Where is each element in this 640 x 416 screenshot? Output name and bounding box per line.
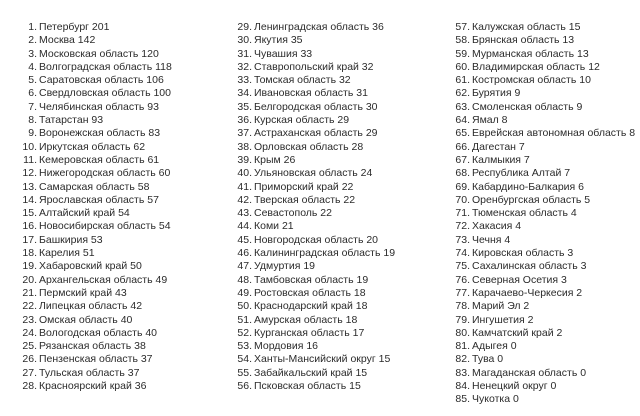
list-item <box>454 287 640 300</box>
region-count-label: Новгородская область 20 <box>254 233 379 246</box>
list-item <box>22 207 222 220</box>
list-item <box>22 314 222 327</box>
rank-number: 77. <box>455 286 470 299</box>
rank-number: 23. <box>22 313 37 326</box>
region-count-label: Ульяновская область 24 <box>254 167 373 180</box>
list-item <box>236 247 436 260</box>
list-item <box>454 114 640 127</box>
rank-number: 79. <box>455 313 470 326</box>
list-item <box>22 181 222 194</box>
region-count-label: Ивановская область 31 <box>254 87 368 100</box>
rank-number: 40. <box>237 167 252 180</box>
list-item <box>22 247 222 260</box>
region-count-label: Удмуртия 19 <box>254 260 316 273</box>
list-item <box>22 234 222 247</box>
list-item <box>454 181 640 194</box>
rank-number: 6. <box>28 87 37 100</box>
list-item <box>454 127 640 140</box>
region-count-label: Камчатский край 2 <box>472 326 563 339</box>
region-count-label: Крым 26 <box>254 153 296 166</box>
list-item <box>454 327 640 340</box>
list-item <box>22 194 222 207</box>
rank-number: 35. <box>237 100 252 113</box>
region-count-label: Алтайский край 54 <box>39 207 130 220</box>
list-item <box>454 74 640 87</box>
list-item <box>22 353 222 366</box>
list-item <box>454 340 640 353</box>
region-count-label: Орловская область 28 <box>254 140 364 153</box>
region-count-label: Калужская область 15 <box>472 21 581 33</box>
list-item <box>236 220 436 233</box>
rank-number: 34. <box>237 87 252 100</box>
region-count-label: Челябинская область 93 <box>39 100 159 113</box>
list-item <box>22 327 222 340</box>
region-count-label: Дагестан 7 <box>472 140 525 153</box>
rank-number: 71. <box>455 207 470 220</box>
rank-number: 57. <box>455 21 470 33</box>
rank-number: 46. <box>237 247 252 260</box>
region-count-label: Брянская область 13 <box>472 34 575 47</box>
region-count-label: Самарская область 58 <box>39 180 150 193</box>
rank-number: 43. <box>237 207 252 220</box>
region-count-label: Ненецкий округ 0 <box>472 380 557 393</box>
rank-number: 11. <box>23 153 37 166</box>
list-item <box>454 154 640 167</box>
list-item <box>454 380 640 393</box>
rank-number: 61. <box>455 74 470 87</box>
list-item <box>236 194 436 207</box>
region-count-label: Ростовская область 18 <box>254 286 366 299</box>
region-count-label: Смоленская область 9 <box>472 100 583 113</box>
list-item <box>22 380 222 393</box>
region-count-label: Ингушетия 2 <box>472 313 534 326</box>
rank-number: 64. <box>455 114 470 127</box>
list-item <box>236 114 436 127</box>
list-item <box>22 167 222 180</box>
region-count-label: Астраханская область 29 <box>254 127 378 140</box>
list-item <box>454 367 640 380</box>
rank-number: 9. <box>28 127 37 140</box>
region-count-label: Томская область 32 <box>254 74 351 87</box>
rank-number: 60. <box>455 60 470 73</box>
rank-number: 27. <box>22 366 37 379</box>
list-item <box>236 34 436 47</box>
list-item <box>454 61 640 74</box>
rank-number: 1. <box>28 21 37 33</box>
region-count-label: Чукотка 0 <box>472 393 519 406</box>
list-item <box>22 367 222 380</box>
region-count-label: Калмыкия 7 <box>472 153 530 166</box>
rank-number: 81. <box>455 340 470 353</box>
region-count-label: Приморский край 22 <box>254 180 354 193</box>
rank-number: 63. <box>455 100 470 113</box>
region-count-label: Якутия 35 <box>254 34 303 47</box>
rank-number: 47. <box>237 260 252 273</box>
list-item <box>22 287 222 300</box>
rank-number: 20. <box>22 273 37 286</box>
list-item <box>236 327 436 340</box>
list-item <box>454 101 640 114</box>
rank-number: 15. <box>22 207 37 220</box>
rank-number: 44. <box>237 220 252 233</box>
rank-number: 55. <box>237 366 252 379</box>
region-count-label: Курская область 29 <box>254 114 350 127</box>
rank-number: 76. <box>455 273 470 286</box>
list-item <box>22 74 222 87</box>
region-count-label: Ярославская область 57 <box>39 193 159 206</box>
region-count-label: Волгоградская область 118 <box>39 60 172 73</box>
region-count-label: Сахалинская область 3 <box>472 260 587 273</box>
list-item <box>22 48 222 61</box>
list-item <box>22 260 222 273</box>
rank-number: 31. <box>237 47 252 60</box>
list-column-1 <box>22 21 222 393</box>
list-item <box>236 340 436 353</box>
list-item <box>454 141 640 154</box>
region-count-label: Бурятия 9 <box>472 87 521 100</box>
region-count-label: Петербург 201 <box>39 21 110 33</box>
rank-number: 32. <box>237 60 252 73</box>
list-item <box>454 167 640 180</box>
region-count-label: Архангельская область 49 <box>39 273 168 286</box>
list-item <box>236 74 436 87</box>
region-count-label: Карачаево-Черкесия 2 <box>472 286 583 299</box>
list-item <box>236 300 436 313</box>
region-count-label: Саратовская область 106 <box>39 74 164 87</box>
region-count-label: Тамбовская область 19 <box>254 273 369 286</box>
rank-number: 56. <box>237 380 252 393</box>
region-count-label: Вологодская область 40 <box>39 326 158 339</box>
rank-number: 62. <box>455 87 470 100</box>
region-count-label: Ямал 8 <box>472 114 508 127</box>
rank-number: 74. <box>455 247 470 260</box>
region-count-label: Севастополь 22 <box>254 207 332 220</box>
region-count-label: Калининградская область 19 <box>254 247 396 260</box>
rank-number: 66. <box>455 140 470 153</box>
rank-number: 73. <box>455 233 470 246</box>
rank-number: 10. <box>22 140 37 153</box>
rank-number: 3. <box>28 47 37 60</box>
list-item <box>236 181 436 194</box>
list-item <box>236 154 436 167</box>
list-item <box>454 300 640 313</box>
region-count-label: Ханты-Мансийский округ 15 <box>254 353 391 366</box>
rank-number: 14. <box>22 193 37 206</box>
region-count-label: Коми 21 <box>254 220 294 233</box>
region-count-label: Тува 0 <box>472 353 504 366</box>
region-count-label: Новосибирская область 54 <box>39 220 171 233</box>
list-item <box>22 141 222 154</box>
rank-number: 17. <box>22 233 37 246</box>
region-count-label: Еврейская автономная область 8 <box>472 127 636 140</box>
region-count-label: Псковская область 15 <box>254 380 361 393</box>
list-item <box>454 194 640 207</box>
list-item <box>454 314 640 327</box>
region-count-label: Татарстан 93 <box>39 114 104 127</box>
rank-number: 13. <box>22 180 37 193</box>
list-item <box>22 87 222 100</box>
region-count-label: Кабардино-Балкария 6 <box>472 180 584 193</box>
rank-number: 38. <box>237 140 252 153</box>
region-count-label: Забайкальский край 15 <box>254 366 368 379</box>
list-item <box>454 34 640 47</box>
rank-number: 4. <box>28 60 37 73</box>
list-item <box>22 274 222 287</box>
list-item <box>454 260 640 273</box>
region-count-label: Хабаровский край 50 <box>39 260 142 273</box>
region-count-label: Кировская область 3 <box>472 247 574 260</box>
rank-number: 7. <box>28 100 37 113</box>
list-item <box>236 287 436 300</box>
rank-number: 53. <box>237 340 252 353</box>
rank-number: 2. <box>28 34 37 47</box>
rank-number: 37. <box>237 127 252 140</box>
rank-number: 26. <box>22 353 37 366</box>
list-item <box>22 127 222 140</box>
region-count-label: Курганская область 17 <box>254 326 365 339</box>
list-item <box>236 260 436 273</box>
rank-number: 78. <box>455 300 470 313</box>
rank-number: 39. <box>237 153 252 166</box>
list-item <box>22 300 222 313</box>
rank-number: 33. <box>237 74 252 87</box>
region-count-label: Тюменская область 4 <box>472 207 577 220</box>
region-count-label: Мордовия 16 <box>254 340 318 353</box>
rank-number: 72. <box>455 220 470 233</box>
region-count-label: Краснодарский край 18 <box>254 300 368 313</box>
region-count-label: Тульская область 37 <box>39 366 140 379</box>
list-item <box>236 314 436 327</box>
rank-number: 59. <box>455 47 470 60</box>
rank-number: 67. <box>455 153 470 166</box>
rank-number: 84. <box>455 380 470 393</box>
region-count-label: Рязанская область 38 <box>39 340 146 353</box>
region-count-label: Оренбургская область 5 <box>472 193 591 206</box>
list-item <box>454 220 640 233</box>
rank-number: 21. <box>22 286 37 299</box>
list-item <box>454 393 640 406</box>
rank-number: 29. <box>237 21 252 33</box>
rank-number: 19. <box>22 260 37 273</box>
rank-number: 54. <box>237 353 252 366</box>
list-item <box>454 234 640 247</box>
list-item <box>454 48 640 61</box>
list-item <box>236 21 436 34</box>
rank-number: 42. <box>237 193 252 206</box>
rank-number: 24. <box>22 326 37 339</box>
list-item <box>236 101 436 114</box>
rank-number: 82. <box>455 353 470 366</box>
rank-number: 65. <box>455 127 470 140</box>
region-count-label: Пензенская область 37 <box>39 353 153 366</box>
rank-number: 25. <box>22 340 37 353</box>
region-count-label: Омская область 40 <box>39 313 133 326</box>
region-count-label: Москва 142 <box>39 34 96 47</box>
list-item <box>22 220 222 233</box>
rank-number: 45. <box>237 233 252 246</box>
rank-number: 49. <box>237 286 252 299</box>
rank-number: 48. <box>237 273 252 286</box>
list-item <box>22 61 222 74</box>
region-count-label: Хакасия 4 <box>472 220 522 233</box>
region-count-label: Свердловская область 100 <box>39 87 171 100</box>
list-item <box>236 167 436 180</box>
region-count-label: Московская область 120 <box>39 47 159 60</box>
rank-number: 80. <box>455 326 470 339</box>
list-item <box>22 101 222 114</box>
list-item <box>22 340 222 353</box>
list-item <box>22 34 222 47</box>
list-item <box>236 207 436 220</box>
list-item <box>454 274 640 287</box>
region-count-label: Чувашия 33 <box>254 47 313 60</box>
region-count-label: Марий Эл 2 <box>472 300 530 313</box>
rank-number: 22. <box>22 300 37 313</box>
rank-number: 68. <box>455 167 470 180</box>
list-item <box>236 61 436 74</box>
region-count-label: Адыгея 0 <box>472 340 517 353</box>
rank-number: 58. <box>455 34 470 47</box>
rank-number: 12. <box>22 167 37 180</box>
rank-number: 18. <box>22 247 37 260</box>
region-count-label: Северная Осетия 3 <box>472 273 567 286</box>
list-item <box>454 207 640 220</box>
rank-number: 51. <box>237 313 252 326</box>
rank-number: 16. <box>22 220 37 233</box>
region-count-label: Липецкая область 42 <box>39 300 143 313</box>
list-item <box>236 141 436 154</box>
region-count-label: Ставропольский край 32 <box>254 60 374 73</box>
region-count-label: Магаданская область 0 <box>472 366 587 379</box>
list-item <box>236 87 436 100</box>
list-item <box>236 48 436 61</box>
list-item <box>22 154 222 167</box>
rank-number: 36. <box>237 114 252 127</box>
list-item <box>236 380 436 393</box>
region-count-label: Карелия 51 <box>39 247 95 260</box>
region-count-label: Белгородская область 30 <box>254 100 378 113</box>
rank-number: 50. <box>237 300 252 313</box>
region-count-label: Красноярский край 36 <box>39 380 147 393</box>
rank-number: 30. <box>237 34 252 47</box>
region-count-label: Республика Алтай 7 <box>472 167 571 180</box>
list-item <box>236 127 436 140</box>
region-count-label: Амурская область 18 <box>254 313 358 326</box>
list-item <box>454 87 640 100</box>
region-count-label: Башкирия 53 <box>39 233 103 246</box>
list-column-2 <box>236 21 436 393</box>
rank-number: 5. <box>28 74 37 87</box>
rank-number: 69. <box>455 180 470 193</box>
list-item <box>454 353 640 366</box>
list-item <box>22 21 222 34</box>
region-count-label: Тверская область 22 <box>254 193 356 206</box>
region-count-label: Ленинградская область 36 <box>254 21 384 33</box>
region-count-label: Костромская область 10 <box>472 74 591 87</box>
list-item <box>236 274 436 287</box>
region-count-label: Кемеровская область 61 <box>39 153 160 166</box>
list-item <box>22 114 222 127</box>
rank-number: 75. <box>455 260 470 273</box>
region-count-label: Нижегородская область 60 <box>39 167 171 180</box>
rank-number: 8. <box>28 114 37 127</box>
region-count-label: Чечня 4 <box>472 233 511 246</box>
region-count-label: Пермский край 43 <box>39 286 127 299</box>
rank-number: 70. <box>455 193 470 206</box>
rank-number: 83. <box>455 366 470 379</box>
rank-number: 85. <box>455 393 470 406</box>
list-item <box>454 247 640 260</box>
rank-number: 52. <box>237 326 252 339</box>
list-item <box>236 367 436 380</box>
region-count-label: Мурманская область 13 <box>472 47 589 60</box>
rank-number: 28. <box>22 380 37 393</box>
rank-number: 41. <box>237 180 252 193</box>
list-item <box>236 353 436 366</box>
region-count-label: Иркутская область 62 <box>39 140 146 153</box>
list-column-3 <box>454 21 640 407</box>
region-count-label: Владимирская область 12 <box>472 60 600 73</box>
list-item <box>454 21 640 34</box>
list-item <box>236 234 436 247</box>
region-count-label: Воронежская область 83 <box>39 127 161 140</box>
